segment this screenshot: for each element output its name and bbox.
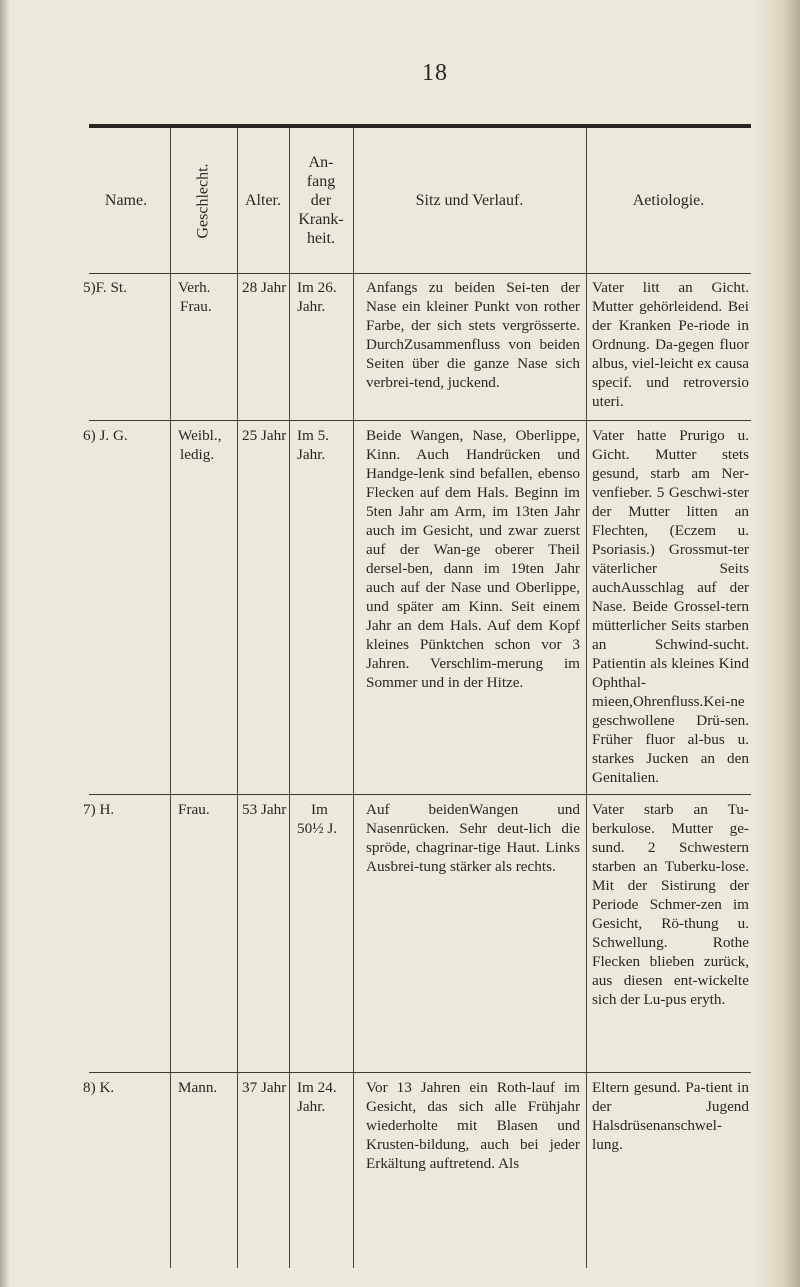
row-onset: Im 50½ J. xyxy=(297,801,338,837)
row-course: Auf beidenWangen und Nasenrücken. Sehr deut-lich die spröde, chagrinar-tige Haut. Links Ausbrei-tung stärker als rechts. xyxy=(366,801,580,875)
row-etiology: Vater hatte Prurigo u. Gicht. Mutter stets gesund, starb am Ner-venfieber. 5 Geschwi-ster der Mutter litten an Flechten, (Eczem u. Psoriasis.) Grossmut-ter väterlicher Seits auchAusschlag auf der Nase. Beide Grossel-tern mütterlicher Seits starben an Schwind-sucht. Patientin als kleines Kind Ophthal-mieen,Ohrenfluss.Kei-ne geschwollene Drü-sen. Früher fluor al-bus u. starkes Jucken an den Genitalien. xyxy=(592,427,749,786)
row-rule xyxy=(89,1072,751,1073)
header-name: Name. xyxy=(104,192,148,209)
header-course: Sitz und Verlauf. xyxy=(415,192,524,209)
row-name: 7) H. xyxy=(83,801,115,818)
row-course: Anfangs zu beiden Sei-ten der Nase ein kleiner Punkt von rother Farbe, der sich stets vergrösserte. DurchZusammenfluss von beiden Seiten über die ganze Nase sich verbrei-tend, juckend. xyxy=(366,279,580,391)
row-age: 28 Jahr xyxy=(242,279,287,296)
row-onset: Im 24. Jahr. xyxy=(297,1079,337,1115)
column-rule xyxy=(289,128,290,1268)
row-rule xyxy=(89,420,751,421)
row-name: 5)F. St. xyxy=(83,279,127,296)
case-table xyxy=(83,124,751,1268)
column-rule xyxy=(586,128,587,1268)
header-rule xyxy=(89,273,751,274)
row-onset: Im 26. Jahr. xyxy=(297,279,337,315)
row-sex: Weibl., ledig. xyxy=(178,427,222,463)
row-etiology: Eltern gesund. Pa-tient in der Jugend Halsdrüsenanschwel-lung. xyxy=(592,1079,749,1153)
header-etiology: Aetiologie. xyxy=(632,192,705,209)
row-onset: Im 5. Jahr. xyxy=(297,427,330,463)
row-course: Vor 13 Jahren ein Roth-lauf im Gesicht, das sich alle Frühjahr wiederholte mit Blasen und Krusten-bildung, auch bei jeder Erkältung auftretend. Als xyxy=(366,1079,580,1172)
column-rule xyxy=(353,128,354,1268)
row-etiology: Vater starb an Tu-berkulose. Mutter ge-sund. 2 Schwestern starben an Tuberku-lose. Mit der Sistirung der Periode Schmer-zen im Gesicht, Rö-thung u. Schwellung. Rothe Flecken blieben zurück, aus diesen ent-wickelte sich der Lu-pus eryth. xyxy=(592,801,749,1008)
header-age: Alter. xyxy=(245,192,281,209)
row-sex: Verh. Frau. xyxy=(178,279,212,315)
row-sex: Mann. xyxy=(178,1079,218,1096)
row-sex: Frau. xyxy=(178,801,210,818)
column-rule xyxy=(237,128,238,1268)
page-edge-stain xyxy=(755,0,800,1287)
row-age: 25 Jahr xyxy=(242,427,287,444)
row-rule xyxy=(89,794,751,795)
row-age: 37 Jahr xyxy=(242,1079,287,1096)
row-name: 6) J. G. xyxy=(83,427,128,444)
row-course: Beide Wangen, Nase, Oberlippe, Kinn. Auch Handrücken und Handge-lenk sind befallen, ebenso Flecken auf dem Hals. Beginn im 5ten Jahr am Arm, im 13ten Jahr auch im Gesicht, und zwar zuerst auf der Wan-ge oberer Theil dersel-ben, dann im 19ten Jahr auch auf der Nase und Oberlippe, und später am Kinn. Seit einem Jahr an dem Hals. Auf dem Kopf kleines Pünktchen schon vor 3 Jahren. Verschlim-merung im Sommer und in der Hitze. xyxy=(366,427,580,691)
header-sex: Geschlecht. xyxy=(194,162,212,239)
page-number: 18 xyxy=(422,60,448,86)
row-etiology: Vater litt an Gicht. Mutter gehörleidend. Bei der Kranken Pe-riode in Ordnung. Da-gegen fluor albus, viel-leicht ex causa specif. und retroversio uteri. xyxy=(592,279,749,410)
row-age: 53 Jahr xyxy=(242,801,287,818)
column-rule xyxy=(170,128,171,1268)
page-edge-shadow xyxy=(0,0,10,1287)
row-name: 8) K. xyxy=(83,1079,115,1096)
header-onset: An- fang der Krank- heit. xyxy=(298,154,344,247)
